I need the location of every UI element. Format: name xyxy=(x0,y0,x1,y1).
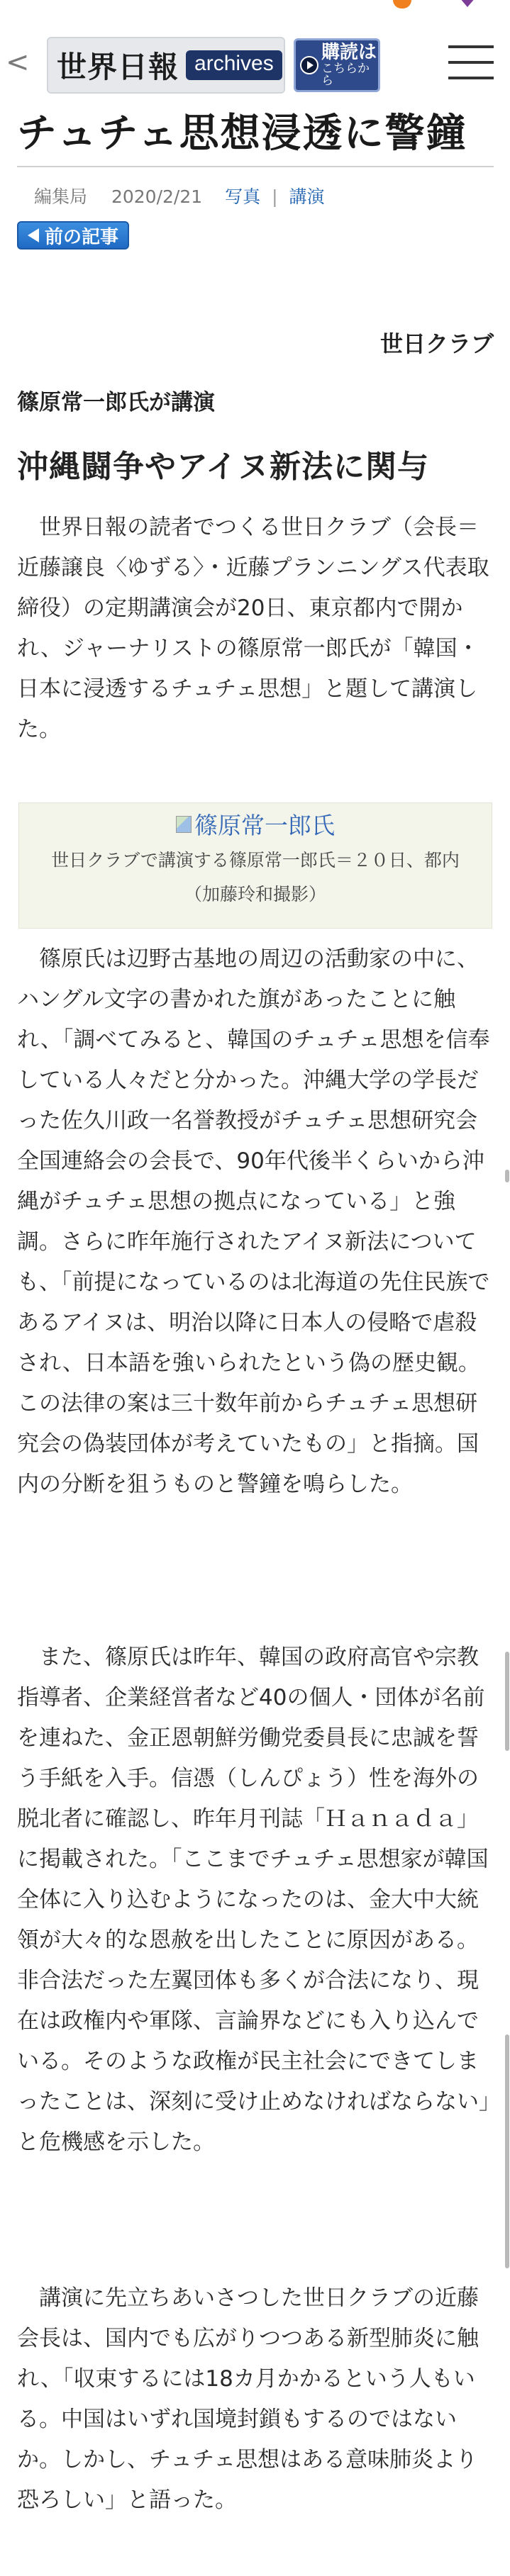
menu-line xyxy=(448,61,494,64)
article-headline: 沖縄闘争やアイヌ新法に関与 xyxy=(17,449,430,485)
brand-name: 世界日報 xyxy=(57,50,179,84)
archives-badge: archives xyxy=(186,50,282,80)
tag-lecture-link[interactable]: 講演 xyxy=(289,186,325,207)
article-meta xyxy=(34,183,324,208)
photo-caption xyxy=(19,844,492,912)
scrollbar-thumb[interactable] xyxy=(505,1652,509,1751)
bookmark-icon xyxy=(455,0,479,7)
article-paragraph: 世界日報の読者でつくる世日クラブ（会長＝近藤譲良〈ゆずる〉・近藤プランニングス代表取締役）の定期講演会が20日、東京都内で開かれ、ジャーナリストの篠原常一郎氏が「韓国・日本に浸透するチュチェ思想」と題して講演した。 xyxy=(17,515,489,742)
tag-photo-link[interactable]: 写真 xyxy=(225,186,261,207)
previous-article-button[interactable] xyxy=(17,221,129,250)
site-header xyxy=(0,33,510,99)
play-arrow-icon xyxy=(300,56,318,74)
status-bar-remnants xyxy=(0,0,510,10)
photo-caption-line: 世日クラブで講演する篠原常一郎氏＝２０日、都内 xyxy=(51,850,460,870)
author: 編集局 xyxy=(34,186,88,207)
article-paragraph: 篠原氏は辺野古基地の周辺の活動家の中に、ハングル文字の書かれた旗があったことに触れ、「調べてみると、韓国のチュチェ思想を信奉している人々だと分かった。沖縄大学の学長だった佐久川政一名誉教授がチュチェ思想研究会全国連絡会の会長で、90年代後半くらいから沖縄がチュチェ思想の拠点になっている」と強調。さらに昨年施行されたアイヌ新法についても、「前提になっているのは北海道の先住民族であるアイヌは、明治以降に日本人の侵略で虐殺され、日本語を強いられたという偽の歴史観。この法律の案は三十数年前からチュチェ思想研究会の偽装団体が考えていたもの」と指摘。国内の分断を狙うものと警鐘を鳴らした。 xyxy=(17,946,490,1497)
article-photo[interactable] xyxy=(176,807,335,841)
title-divider xyxy=(17,166,494,167)
previous-article-label: 前の記事 xyxy=(44,226,118,248)
scrollbar-thumb[interactable] xyxy=(505,2034,509,2268)
subscribe-label xyxy=(321,43,378,87)
article-subhead: 篠原常一郎氏が講演 xyxy=(17,390,215,415)
article-title: チュチェ思想浸透に警鐘 xyxy=(17,111,467,157)
site-logo[interactable] xyxy=(47,37,285,94)
photo-figure xyxy=(18,802,492,929)
column-label: 世日クラブ xyxy=(379,330,494,357)
menu-line xyxy=(448,77,494,79)
photo-alt-text: 篠原常一郎氏 xyxy=(194,812,335,839)
article-paragraph: また、篠原氏は昨年、韓国の政府高官や宗教指導者、企業経営者など40の個人・団体が名前を連ねた、金正恩朝鮮労働党委員長に忠誠を誓う手紙を入手。信憑（しんぴょう）性を海外の脱北者に確認し、昨年月刊誌「Ｈａｎａｄａ」に掲載された。「ここまでチュチェ思想家が韓国全体に入り込むようになったのは、金大中大統領が大々的な恩赦を出したことに原因がある。非合法だった左翼団体も多くが合法になり、現在は政権内や軍隊、言論界などにも入り込んでいる。そのような政権が民主社会にできてしまったことは、深刻に受け止めなければならない」と危機感を示した。 xyxy=(17,1645,490,2155)
subscribe-button[interactable] xyxy=(294,38,380,92)
publish-date: 2020/2/21 xyxy=(111,186,203,207)
broken-image-icon xyxy=(176,816,192,833)
notification-icon xyxy=(393,0,411,9)
subscribe-label-main: 購読は xyxy=(321,42,377,63)
hamburger-menu-icon[interactable] xyxy=(448,45,494,81)
back-button[interactable]: < xyxy=(6,46,30,79)
article-paragraph: 講演に先立ちあいさつした世日クラブの近藤会長は、国内でも広がりつつある新型肺炎に触れ、「収束するには18カ月かかるという人もいる。中国はいずれ国境封鎖もするのではないか。しかし、チュチェ思想はある意味肺炎より恐ろしい」と語った。 xyxy=(17,2285,479,2513)
menu-line xyxy=(448,45,494,48)
photo-caption-credit: （加藤玲和撮影） xyxy=(184,884,326,905)
subscribe-label-sub: こちらから xyxy=(321,62,370,88)
tag-separator: | xyxy=(272,186,278,207)
left-triangle-icon xyxy=(28,228,39,242)
scrollbar-thumb[interactable] xyxy=(505,1170,509,1182)
